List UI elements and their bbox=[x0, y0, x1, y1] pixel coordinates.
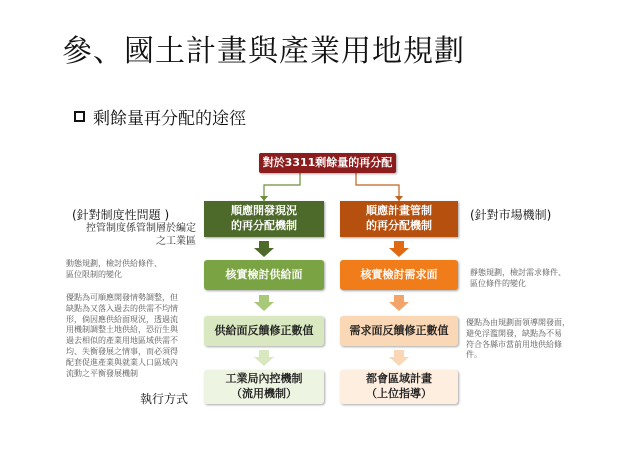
left-box-internal-control: 工業局內控機制 （流用機制） bbox=[204, 370, 324, 404]
arrow-left-1 bbox=[254, 241, 274, 257]
left-box-development-mechanism: 順應開發現況 的再分配機制 bbox=[204, 201, 324, 237]
connector-top-right bbox=[356, 173, 399, 201]
top-box-surplus-redistribution: 對於3311剩餘量的再分配 bbox=[259, 153, 396, 173]
subtitle: 剩餘量再分配的途徑 bbox=[93, 109, 246, 129]
left-note-dynamic: 動態規劃，檢討供給條件、 區位限制的變化 bbox=[66, 259, 162, 279]
right-note-pros-cons: 優點為由規劃面領導開發面， 避免浮濫開發，缺點為不易 符合各縣市當前用地供給條 件。 bbox=[466, 318, 570, 360]
arrow-right-2 bbox=[389, 295, 409, 311]
connector-top-left bbox=[264, 173, 300, 201]
arrow-left-2 bbox=[254, 295, 274, 311]
arrow-left-3 bbox=[254, 350, 274, 366]
right-box-demand-feedback: 需求面反饋修正數值 bbox=[340, 316, 458, 346]
execution-method-label: 執行方式 bbox=[140, 392, 189, 406]
page-title: 參、國土計畫與產業用地規劃 bbox=[62, 34, 465, 69]
right-note-static: 靜態規劃，檢討需求條件、 區位條件的變化 bbox=[470, 268, 566, 288]
left-box-supply-feedback: 供給面反饋修正數值 bbox=[204, 316, 324, 346]
right-box-plan-control-mechanism: 順應計畫管制 的再分配機制 bbox=[340, 201, 458, 237]
right-box-metro-plan: 都會區域計畫 （上位指導） bbox=[340, 370, 458, 404]
arrow-right-3 bbox=[389, 350, 409, 366]
right-heading: (針對市場機制) bbox=[470, 208, 552, 222]
right-box-review-demand: 核實檢討需求面 bbox=[340, 260, 458, 290]
left-heading: (針對制度性問題 ) bbox=[72, 208, 170, 222]
left-note-pros-cons: 優點為可順應開發情勢調整，但 缺點為又落入過去的供需不均情 形，倘因應供給面現況，透過流 用機制調整土地供給，恐衍生與 過去相似的產業用地區域供需不 均、失衡發展之情事，而必須得 配套促進產業與就業人口區域內 流動之平衡發展機制 bbox=[66, 293, 178, 378]
left-subheading: 控管制度係管制層於編定 之工業區 bbox=[86, 223, 196, 247]
arrow-right-1 bbox=[389, 241, 409, 257]
left-box-review-supply: 核實檢討供給面 bbox=[204, 260, 324, 290]
